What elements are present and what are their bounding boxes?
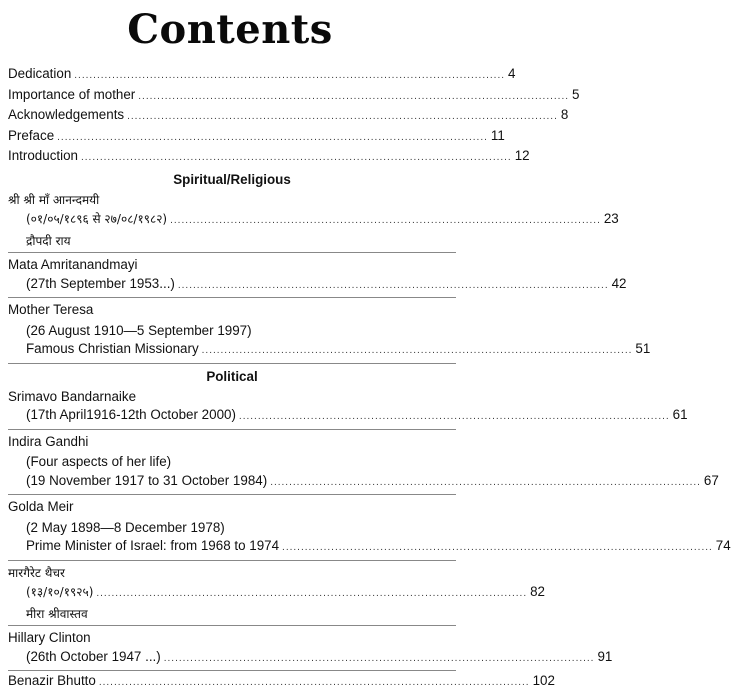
- divider: [8, 252, 456, 253]
- leader-dots: ..................................................................................................................: [96, 588, 528, 599]
- divider: [8, 429, 456, 430]
- entry-description: (Four aspects of her life): [26, 454, 172, 469]
- entry-dates: (19 November 1917 to 31 October 1984): [26, 472, 268, 488]
- toc-label: Acknowledgements: [8, 107, 125, 122]
- toc-page-number: 67: [703, 472, 719, 488]
- toc-page-number: 4: [508, 66, 516, 81]
- toc-entry-thatcher[interactable]: [8, 583, 546, 604]
- entry-dates: (17th April1916-12th October 2000): [26, 407, 236, 422]
- toc-entry-bhutto[interactable]: [8, 673, 555, 694]
- toc-label: Importance of mother: [8, 86, 136, 102]
- entry-dates: (०१/०५/१८९६ से २७/०८/१९८२): [26, 212, 168, 226]
- entry-dates: (26th October 1947 ...): [26, 648, 161, 664]
- page-title: Contents: [127, 6, 333, 53]
- divider: [8, 363, 456, 364]
- entry-description: Prime Minister of Israel: from 1968 to 1974: [26, 538, 280, 553]
- divider: [8, 670, 456, 671]
- divider: [8, 494, 456, 495]
- toc-entry-dedication[interactable]: [8, 66, 516, 87]
- leader-dots: ..................................................................................................................: [177, 279, 609, 291]
- leader-dots: ..................................................................................................................: [74, 70, 506, 81]
- entry-description: Famous Christian Missionary: [26, 341, 199, 356]
- entry-name-thatcher: मारगैरेट थैचर: [8, 565, 65, 580]
- divider: [8, 297, 456, 298]
- toc-entry-gandhi[interactable]: [8, 472, 719, 494]
- entry-name-amritanandamayi: Mata Amritanandmayi: [8, 257, 138, 272]
- entry-name-bandarnaike: Srimavo Bandarnaike: [8, 388, 137, 404]
- toc-page-number: 11: [490, 127, 505, 143]
- leader-dots: ..................................................................................................................: [270, 476, 701, 488]
- toc-entry-anandamayi[interactable]: [8, 210, 619, 231]
- toc-label: Introduction: [8, 148, 78, 163]
- leader-dots: ..................................................................................................................: [282, 542, 713, 553]
- entry-name-clinton: Hillary Clinton: [8, 630, 91, 645]
- leader-dots: ..................................................................................................................: [170, 215, 601, 226]
- entry-name-meir: Golda Meir: [8, 499, 74, 514]
- toc-entry-bandarnaike[interactable]: [8, 407, 688, 428]
- table-of-contents: [8, 66, 731, 694]
- entry-dates: (27th September 1953...): [26, 275, 175, 291]
- leader-dots: ..................................................................................................................: [57, 131, 488, 143]
- toc-entry-meir[interactable]: [8, 538, 731, 559]
- section-heading-spiritual: Spiritual/Religious: [173, 171, 291, 187]
- leader-dots: ..................................................................................................................: [80, 152, 512, 163]
- toc-page-number: 51: [635, 341, 651, 356]
- entry-dates: (१३/१०/१९२५): [26, 585, 94, 599]
- toc-page-number: 12: [514, 148, 530, 163]
- toc-page-number: 82: [530, 584, 546, 599]
- toc-page-number: 23: [603, 211, 619, 226]
- entry-name-gandhi: Indira Gandhi: [8, 433, 89, 449]
- toc-page-number: 74: [715, 538, 731, 553]
- entry-name-teresa: Mother Teresa: [8, 302, 94, 317]
- entry-name-anandamayi: श्री श्री माँ आनन्दमयी: [8, 192, 100, 207]
- toc-page-number: 61: [672, 407, 688, 422]
- toc-label: Preface: [8, 127, 55, 143]
- toc-page-number: 91: [597, 648, 613, 664]
- entry-name-bhutto: Benazir Bhutto: [8, 673, 96, 688]
- toc-label: Dedication: [8, 66, 72, 81]
- leader-dots: ..................................................................................................................: [238, 411, 670, 422]
- section-heading-political: Political: [206, 368, 258, 384]
- toc-entry-preface[interactable]: [8, 127, 505, 149]
- leader-dots: ..................................................................................................................: [163, 652, 595, 664]
- divider: [8, 560, 456, 561]
- leader-dots: ..................................................................................................................: [138, 90, 570, 102]
- divider: [8, 625, 456, 626]
- toc-entry-teresa[interactable]: [8, 341, 651, 362]
- toc-entry-clinton[interactable]: [8, 648, 613, 670]
- leader-dots: ..................................................................................................................: [127, 111, 558, 122]
- toc-entry-introduction[interactable]: [8, 148, 530, 169]
- toc-entry-amritanandamayi[interactable]: [8, 275, 627, 297]
- toc-page-number: 5: [572, 86, 580, 102]
- toc-page-number: 8: [560, 107, 569, 122]
- entry-author: द्रौपदी राय: [26, 233, 71, 248]
- toc-page-number: 102: [532, 673, 555, 688]
- leader-dots: ..................................................................................................................: [98, 677, 530, 688]
- entry-author: मीरा श्रीवास्तव: [26, 606, 88, 621]
- leader-dots: ..................................................................................................................: [201, 345, 633, 356]
- entry-dates: (2 May 1898—8 December 1978): [26, 519, 225, 535]
- toc-page-number: 42: [611, 275, 627, 291]
- entry-dates: (26 August 1910—5 September 1997): [26, 322, 252, 338]
- toc-entry-importance-of-mother[interactable]: [8, 86, 580, 108]
- toc-entry-acknowledgements[interactable]: [8, 107, 569, 128]
